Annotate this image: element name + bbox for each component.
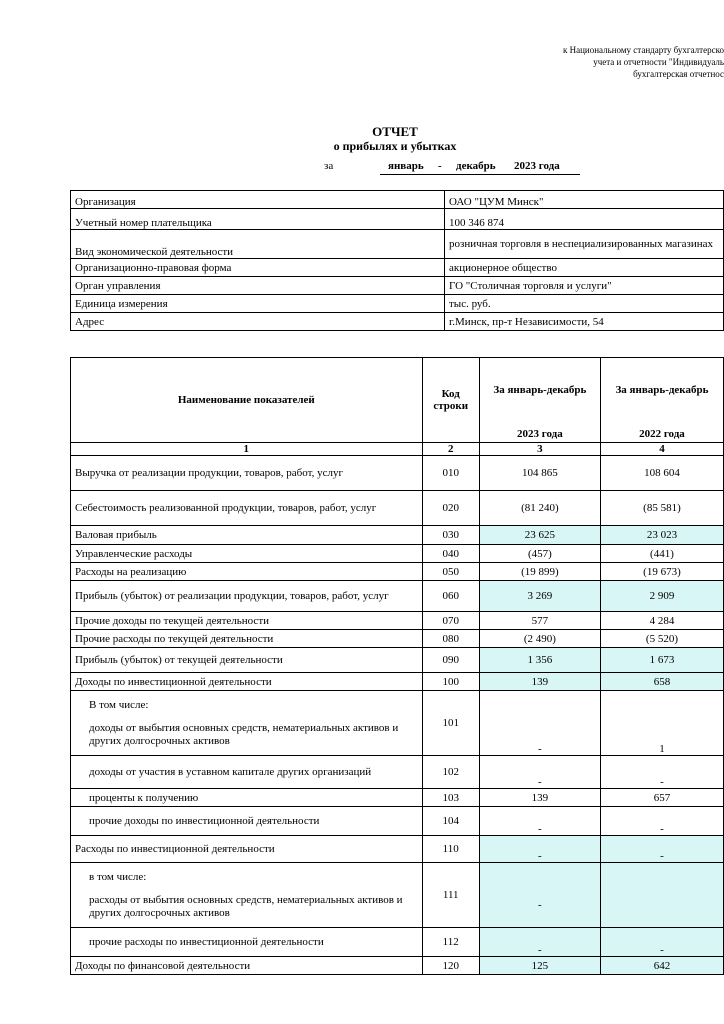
row-code: 010	[422, 456, 479, 491]
row-code: 104	[422, 807, 479, 836]
info-row	[71, 313, 724, 331]
row-value-2023: 139	[479, 673, 600, 691]
row-value-2023: 1 356	[479, 648, 600, 673]
period-to: декабрь	[456, 160, 496, 172]
row-name: Расходы по инвестиционной деятельности	[71, 836, 423, 863]
info-row	[71, 230, 724, 259]
col-num-2: 2	[422, 443, 479, 456]
period-line	[380, 160, 580, 175]
row-name: Валовая прибыль	[71, 526, 423, 545]
organization-info-table	[70, 190, 724, 331]
row-value-2022: (441)	[600, 545, 723, 563]
header-note-line3: бухгалтерская отчетнос	[633, 69, 724, 79]
table-row	[71, 836, 724, 863]
info-row	[71, 277, 724, 295]
period-dash: -	[438, 160, 442, 172]
row-code: 111	[422, 863, 479, 928]
row-value-2022: 108 604	[600, 456, 723, 491]
row-name: Расходы на реализацию	[71, 563, 423, 581]
table-row	[71, 456, 724, 491]
table-row	[71, 491, 724, 526]
row-value-2022	[600, 863, 723, 928]
row-value-2023: 23 625	[479, 526, 600, 545]
row-name-text: доходы от выбытия основных средств, нематериальных активов и других долгосрочных активов	[89, 721, 399, 747]
row-value-2023: -	[479, 928, 600, 957]
row-value-2022: 657	[600, 789, 723, 807]
table-row	[71, 807, 724, 836]
row-code: 080	[422, 630, 479, 648]
header-code: Код строки	[422, 358, 479, 443]
row-subheading: в том числе:	[89, 870, 147, 883]
row-value-2023: 125	[479, 957, 600, 975]
row-value-2023: 139	[479, 789, 600, 807]
row-value-2023: -	[479, 756, 600, 789]
row-code: 050	[422, 563, 479, 581]
info-value: г.Минск, пр-т Независимости, 54	[445, 313, 724, 331]
row-code: 112	[422, 928, 479, 957]
row-value-2022: 658	[600, 673, 723, 691]
header-2022-top: За январь-декабрь	[615, 384, 709, 396]
row-value-2022: 642	[600, 957, 723, 975]
table-row	[71, 928, 724, 957]
row-name: Доходы по финансовой деятельности	[71, 957, 423, 975]
row-code: 020	[422, 491, 479, 526]
info-label: Учетный номер плательщика	[71, 209, 445, 230]
info-value: тыс. руб.	[445, 295, 724, 313]
row-code: 070	[422, 612, 479, 630]
info-value: ОАО "ЦУМ Минск"	[445, 191, 724, 209]
row-name: Выручка от реализации продукции, товаров, работ, услуг	[71, 456, 423, 491]
row-value-2023: 577	[479, 612, 600, 630]
table-row	[71, 957, 724, 975]
row-value-2022: 1	[600, 691, 723, 756]
info-row	[71, 191, 724, 209]
row-value-2022: 4 284	[600, 612, 723, 630]
row-name	[71, 863, 423, 928]
row-name	[71, 691, 423, 756]
table-row	[71, 545, 724, 563]
row-subheading: В том числе:	[89, 698, 149, 711]
row-value-2023: -	[479, 691, 600, 756]
col-num-3: 3	[479, 443, 600, 456]
row-name: прочие расходы по инвестиционной деятельности	[71, 928, 423, 957]
info-label: Вид экономической деятельности	[71, 230, 445, 259]
table-row	[71, 789, 724, 807]
info-row	[71, 259, 724, 277]
row-value-2023: -	[479, 836, 600, 863]
row-name: Себестоимость реализованной продукции, товаров, работ, услуг	[71, 491, 423, 526]
row-name: доходы от участия в уставном капитале других организаций	[71, 756, 423, 789]
col-num-4: 4	[600, 443, 723, 456]
table-row	[71, 863, 724, 928]
info-value: розничная торговля в неспециализированных магазинах	[445, 230, 724, 259]
table-row	[71, 673, 724, 691]
row-value-2022: 1 673	[600, 648, 723, 673]
row-name: Доходы по инвестиционной деятельности	[71, 673, 423, 691]
row-code: 090	[422, 648, 479, 673]
info-row	[71, 295, 724, 313]
col-num-1: 1	[71, 443, 423, 456]
row-name-text: расходы от выбытия основных средств, нематериальных активов и других долгосрочных активов	[89, 893, 403, 919]
table-row	[71, 630, 724, 648]
column-number-row	[71, 443, 724, 456]
row-value-2023: (81 240)	[479, 491, 600, 526]
row-code: 030	[422, 526, 479, 545]
row-code: 120	[422, 957, 479, 975]
row-code: 103	[422, 789, 479, 807]
row-value-2022: (5 520)	[600, 630, 723, 648]
info-value: 100 346 874	[445, 209, 724, 230]
row-value-2023: 104 865	[479, 456, 600, 491]
info-label: Адрес	[71, 313, 445, 331]
header-2023	[479, 358, 600, 443]
row-value-2022: (19 673)	[600, 563, 723, 581]
table-row	[71, 581, 724, 612]
info-label: Орган управления	[71, 277, 445, 295]
header-2022-bottom: 2022 года	[639, 428, 685, 440]
info-label: Единица измерения	[71, 295, 445, 313]
info-row	[71, 209, 724, 230]
row-code: 100	[422, 673, 479, 691]
row-name: Прибыль (убыток) от текущей деятельности	[71, 648, 423, 673]
period-za: за	[324, 160, 334, 172]
row-name: Управленческие расходы	[71, 545, 423, 563]
info-label: Организация	[71, 191, 445, 209]
title-main: ОТЧЕТ	[372, 124, 418, 139]
row-code: 060	[422, 581, 479, 612]
info-value: акционерное общество	[445, 259, 724, 277]
row-code: 110	[422, 836, 479, 863]
row-code: 101	[422, 691, 479, 756]
header-note-line1: к Национальному стандарту бухгалтерско	[562, 45, 724, 55]
period-from: январь	[388, 160, 424, 172]
header-2023-top: За январь-декабрь	[493, 384, 587, 396]
header-note	[524, 44, 724, 80]
row-value-2022: -	[600, 928, 723, 957]
row-name: Прочие расходы по текущей деятельности	[71, 630, 423, 648]
row-value-2023: -	[479, 807, 600, 836]
table-row	[71, 563, 724, 581]
row-name: прочие доходы по инвестиционной деятельности	[71, 807, 423, 836]
header-2023-bottom: 2023 года	[517, 428, 563, 440]
table-row	[71, 648, 724, 673]
row-name: Прочие доходы по текущей деятельности	[71, 612, 423, 630]
table-row	[71, 526, 724, 545]
row-value-2022: -	[600, 836, 723, 863]
header-note-line2: учета и отчетности "Индивидуаль	[593, 57, 724, 67]
row-value-2022: (85 581)	[600, 491, 723, 526]
info-label: Организационно-правовая форма	[71, 259, 445, 277]
row-code: 102	[422, 756, 479, 789]
table-row	[71, 756, 724, 789]
row-name: Прибыль (убыток) от реализации продукции, товаров, работ, услуг	[71, 581, 423, 612]
header-name: Наименование показателей	[71, 358, 423, 443]
row-value-2022: -	[600, 807, 723, 836]
title-sub: о прибылях и убытках	[333, 139, 457, 153]
table-row	[71, 691, 724, 756]
row-code: 040	[422, 545, 479, 563]
row-value-2022: -	[600, 756, 723, 789]
row-value-2022: 23 023	[600, 526, 723, 545]
row-value-2022: 2 909	[600, 581, 723, 612]
row-value-2023: (2 490)	[479, 630, 600, 648]
table-row	[71, 612, 724, 630]
period-year: 2023 года	[514, 160, 560, 172]
info-value: ГО "Столичная торговля и услуги"	[445, 277, 724, 295]
profit-loss-table	[70, 357, 724, 975]
table-header-row	[71, 358, 724, 443]
row-value-2023: 3 269	[479, 581, 600, 612]
report-title	[250, 124, 540, 153]
header-2022	[600, 358, 723, 443]
row-name: проценты к получению	[71, 789, 423, 807]
row-value-2023: -	[479, 863, 600, 928]
row-value-2023: (19 899)	[479, 563, 600, 581]
row-value-2023: (457)	[479, 545, 600, 563]
